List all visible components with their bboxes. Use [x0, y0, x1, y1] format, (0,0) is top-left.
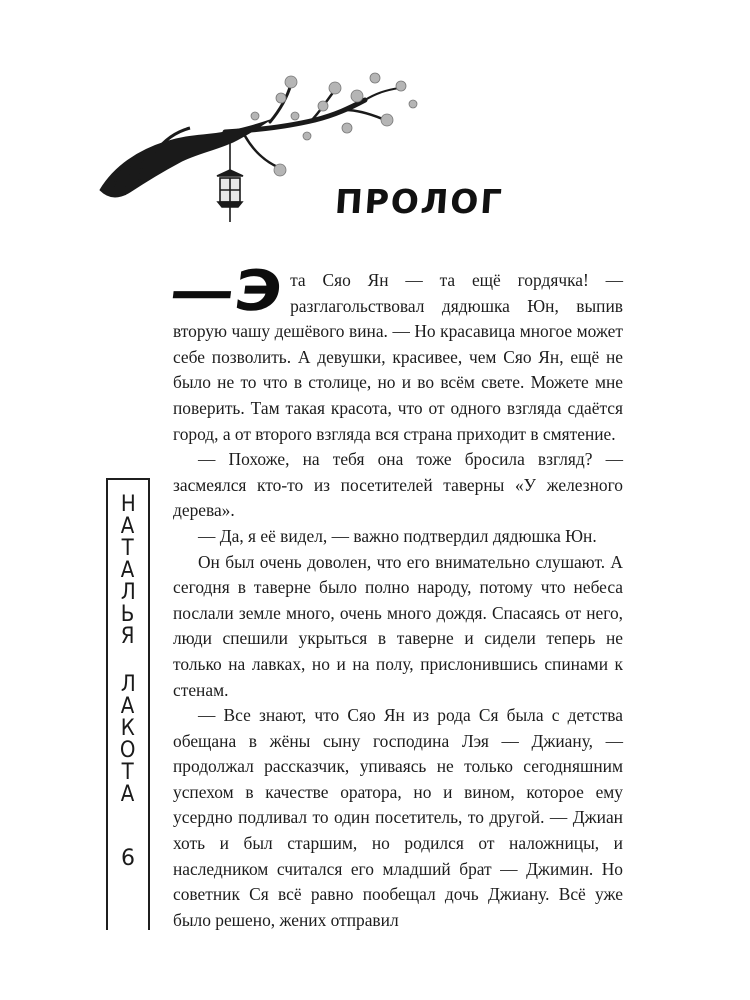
author-letter: Ь — [121, 602, 135, 627]
author-letter: А — [121, 782, 135, 807]
chapter-title: ПРОЛОГ — [333, 182, 505, 221]
author-letter: Н — [120, 492, 136, 517]
author-letter: Т — [121, 760, 135, 785]
author-letter: А — [121, 558, 135, 583]
author-letter: Я — [121, 624, 135, 649]
paragraph: Он был очень доволен, что его внимательно слушают. А сегодня в таверне было полно народу, потому что небеса послали земле много, очень много дождя. Спасаясь от него, люди спешили укрыться в таверне и сидели теперь не только на лавках, но и на полу, прислонившись спинами к стенам. — [173, 551, 623, 700]
branch-with-lantern-illustration — [95, 70, 425, 260]
paragraph — [166, 259, 623, 447]
paragraph: — Похоже, на тебя она тоже бросила взгляд? — засмеялся кто-то из посетителей таверны «У железного дерева». — [173, 449, 623, 521]
paragraph-text: та Сяо Ян — та ещё гордячка! — разглагольствовал дядюшка Юн, выпив вторую чашу дешёвого вина. — Но красавица многое может себе позволить. А девушки, красивее, чем Сяо Ян, ещё не было не то что в столице, но и во всём свете. Можете мне поверить. Там такая красота, что от одного взгляда сдаётся город, а от второго взгляда вся страна приходит в смятение. — [173, 270, 623, 444]
dropcap: —Э — [166, 259, 286, 324]
author-name-vertical — [108, 494, 148, 806]
author-side-strip — [106, 478, 150, 930]
body-text — [166, 259, 623, 933]
author-letter: Л — [120, 580, 136, 605]
author-letter: О — [120, 738, 136, 763]
page-number: 6 — [121, 846, 135, 871]
author-letter: К — [120, 716, 136, 741]
author-letter: А — [121, 514, 135, 539]
author-letter: А — [121, 694, 135, 719]
author-letter: Т — [121, 536, 135, 561]
author-letter: Л — [120, 672, 136, 697]
paragraph: — Да, я её видел, — важно подтвердил дядюшка Юн. — [198, 525, 597, 546]
paragraph: — Все знают, что Сяо Ян из рода Ся была с детства обещана в жёны сыну господина Лэя –– Джиану, — продолжал рассказчик, упиваясь не только сегодняшним успехом в качестве оратора, но и вином, которое ему усердно подливал то один посетитель, то другой. — Джиан хоть и был старшим, но родился от наложницы, и наследником считался его младший брат — Джимин. Но советник Ся всё равно пообещал дочь Джиану. Всё уже было решено, жених отправил — [173, 705, 623, 930]
